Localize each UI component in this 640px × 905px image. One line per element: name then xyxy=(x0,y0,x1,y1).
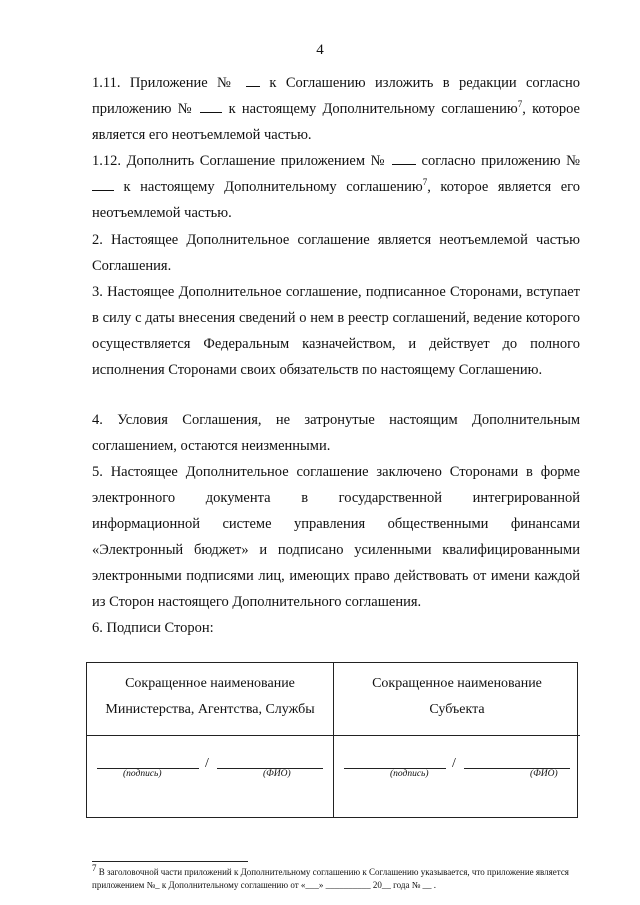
caption-signature: (подпись) xyxy=(123,769,162,779)
divider xyxy=(87,735,333,736)
p1-11-text-a: 1.11. Приложение № xyxy=(92,75,247,91)
paragraph-5: 5. Настоящее Дополнительное соглашение заключено Сторонами в форме электронного документа в государственной интегрированной информационной системе управления общественными финансами «Электронный бюджет» и подписано усиленными квалифицированными электронными подписями лиц, имеющих право действовать от имени каждой из Сторон настоящего Дополнительного соглашения. xyxy=(92,464,580,610)
signature-header xyxy=(334,663,580,737)
paragraph-1-11 xyxy=(92,70,580,148)
slash: / xyxy=(452,756,456,771)
p1-12-text-d: , которое является его неотъемлемой частью. xyxy=(92,179,580,221)
blank-field xyxy=(392,152,416,165)
footnote-mark: 7 xyxy=(92,863,97,873)
signature-header xyxy=(87,663,333,737)
header-line-1: Сокращенное наименование xyxy=(372,676,542,691)
blank-field xyxy=(246,74,260,87)
footnote-text: В заголовочной части приложений к Дополнительному соглашению к Соглашению указывается, что приложение является приложением №_ к Дополнительному соглашению от «___» __________ 20__ года № __ . xyxy=(92,867,569,890)
p1-12-text-c: к настоящему Дополнительному соглашению xyxy=(114,179,423,195)
signature-lines xyxy=(344,745,570,769)
divider xyxy=(334,735,580,736)
blank-field xyxy=(200,100,222,113)
paragraph-6: 6. Подписи Сторон: xyxy=(92,620,214,636)
header-line-2: Субъекта xyxy=(429,702,485,717)
header-line-1: Сокращенное наименование xyxy=(125,676,295,691)
signature-column-ministry xyxy=(87,663,333,817)
paragraph-2: 2. Настоящее Дополнительное соглашение является неотъемлемой частью Соглашения. xyxy=(92,232,580,274)
page-number: 4 xyxy=(316,42,324,58)
caption-signature: (подпись) xyxy=(390,769,429,779)
footnote-divider xyxy=(92,861,248,862)
paragraph-1-12 xyxy=(92,148,580,226)
footnote xyxy=(92,863,582,892)
paragraph-3: 3. Настоящее Дополнительное соглашение, подписанное Сторонами, вступает в силу с даты внесения сведений о нем в реестр соглашений, ведение которого осуществляется Федеральным казначейством, и действует до полного исполнения Сторонами своих обязательств по настоящему Соглашению. xyxy=(92,284,580,378)
p1-12-text-b: согласно приложению № xyxy=(415,153,580,169)
p1-11-text-c: к настоящему Дополнительному соглашению xyxy=(222,101,518,117)
signature-lines xyxy=(97,745,323,769)
caption-name: (ФИО) xyxy=(263,769,291,779)
p1-11-text-b: к Соглашению изложить в редакции согласно приложению № xyxy=(92,75,580,117)
p1-11-text-d: , которое является его неотъемлемой частью. xyxy=(92,101,580,143)
signature-table xyxy=(86,662,578,818)
caption-name: (ФИО) xyxy=(530,769,558,779)
p1-12-text-a: 1.12. Дополнить Соглашение приложением № xyxy=(92,153,392,169)
blank-field xyxy=(92,178,114,191)
footnote-ref: 7 xyxy=(422,177,428,188)
slash: / xyxy=(205,756,209,771)
footnote-ref: 7 xyxy=(517,99,523,110)
signature-column-subject xyxy=(333,663,580,817)
header-line-2: Министерства, Агентства, Службы xyxy=(105,702,315,717)
paragraph-4: 4. Условия Соглашения, не затронутые настоящим Дополнительным соглашением, остаются неизменными. xyxy=(92,412,580,454)
